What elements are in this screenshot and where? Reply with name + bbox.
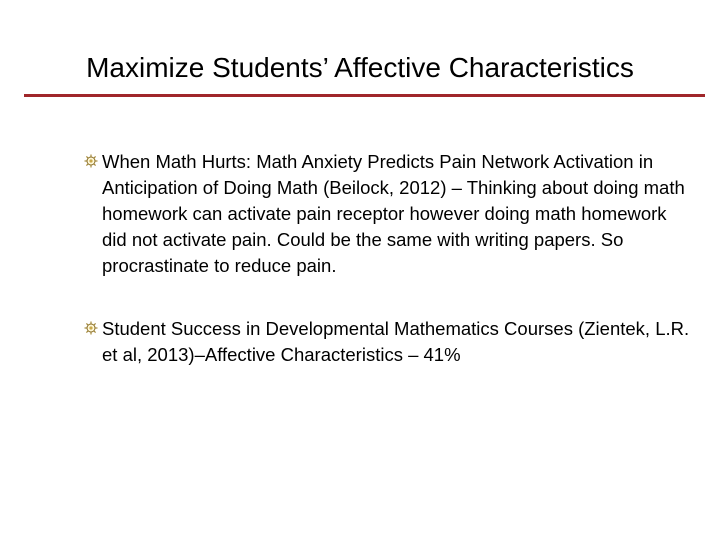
slide-title: Maximize Students’ Affective Characteristics	[86, 52, 634, 83]
title-underline	[24, 94, 705, 97]
bullet-list	[84, 149, 696, 405]
bullet-item	[84, 316, 696, 368]
gear-bullet-icon	[84, 321, 98, 335]
bullet-item	[84, 149, 696, 279]
bullet-text: Student Success in Developmental Mathematics Courses (Zientek, L.R. et al, 2013)–Affective Characteristics – 41%	[102, 318, 690, 365]
gear-bullet-icon	[84, 154, 98, 168]
bullet-text: When Math Hurts: Math Anxiety Predicts Pain Network Activation in Anticipation of Doing Math (Beilock, 2012) – Thinking about doing math homework can activate pain receptor however doing math homework did not activate pain. Could be the same with writing papers. So procrastinate to reduce pain.	[102, 151, 685, 276]
